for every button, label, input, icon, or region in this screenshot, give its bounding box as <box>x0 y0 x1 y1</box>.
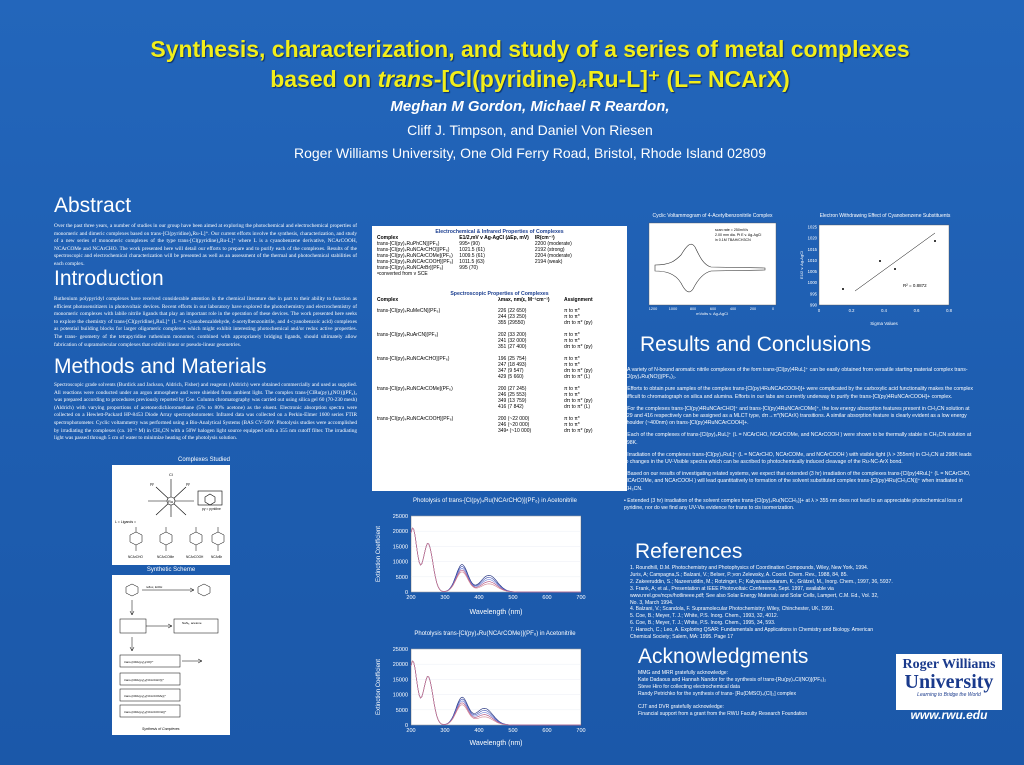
hammett-chart-svg <box>795 221 960 329</box>
references-list <box>630 565 980 641</box>
spec-header-assignment: Assignment <box>564 297 593 303</box>
cv-x-tick: 800 <box>689 307 697 311</box>
photolysis-1-title: Photolysis of trans-[Cl(py)₄Ru(NCArCHO)](PF₆) in Acetonitrile <box>413 498 577 504</box>
photolysis-2-y-tick-labels <box>393 647 408 729</box>
ack-line: Kate Dadaous and Hannah Nandor for the synthesis of trans-[Ru(py)₄Cl(NO)](PF₆)₂ <box>638 676 827 683</box>
ir-header-ir: IR(cm⁻¹) <box>534 235 555 241</box>
coauthors: Cliff J. Timpson, and Daniel Von Riesen <box>407 122 653 138</box>
synthetic-scheme-panel <box>112 575 230 735</box>
p2-y-tick: 10000 <box>392 692 408 699</box>
p2-x-tick: 300 <box>440 728 450 734</box>
methods-heading: Methods and Materials <box>54 355 267 378</box>
logo-tagline: Learning to Bridge the World <box>917 692 981 698</box>
svg-text:L = Ligands =: L = Ligands = <box>115 520 137 524</box>
p1-x-tick: 200 <box>406 595 416 601</box>
hammett-y-tick: 1005 <box>807 269 817 275</box>
title-line-1: Synthesis, characterization, and study of a series of metal complexes <box>150 36 910 62</box>
hammett-point <box>934 240 936 242</box>
table-row: trans-[Cl(py)₄RuNCArCOMe](PF₆) 200 (27 245) 246 (25 553) 349 (13 759) 416 (7 842) π to π* π to π* dπ to π* (py) dπ to π* (L) <box>377 386 593 410</box>
table-row: trans-[Cl(py)₄RuMeCN](PF₆) 226 (22 650) 244 (23 250) 355 (29550) π to π* π to π* dπ to π* (py) <box>377 308 593 326</box>
abstract-text: Over the past three years, a number of studies in our group have been aimed at exploring the photochemical and electrochemical properties of monomeric and dimeric complexes based on trans-[Cl(pyridine)₄Ru-L]⁺. Our current efforts involve the synthesis, characterization, and study of a new series of monomeric complexes of the type trans-[Cl(pyridine)₄Ru-L]⁺ where L is a cyanobenzene derivative, NCArCOOH, NCArCOMe and NCArCHO. The work presented here will detail our efforts to prepare and to purify each of the complexes. Results of the spectroscopic and electrochemical characterization will be presented as well as an assessment of the thermal and photochemical stabilities of each complex. <box>54 223 357 267</box>
spec-header-lambda: λmax, nm(ε, M⁻¹cm⁻¹) <box>498 297 550 303</box>
p1-y-tick: 25000 <box>392 514 408 520</box>
p1-x-tick: 600 <box>542 595 552 601</box>
p2-x-tick: 600 <box>542 728 552 734</box>
cv-x-tick: 0 <box>771 307 775 311</box>
svg-text:NCArCHO: NCArCHO <box>128 555 143 559</box>
svg-text:reflux, EtOH: reflux, EtOH <box>146 585 163 589</box>
svg-text:NCArCOMe: NCArCOMe <box>157 555 175 559</box>
title-line-2: based on trans-[Cl(pyridine)₄Ru-L]⁺ (L= NCArX) <box>270 66 790 92</box>
photolysis-1-x-tick-labels <box>406 595 585 601</box>
cv-x-tick: 1000 <box>668 307 678 311</box>
hammett-point <box>842 288 844 290</box>
photolysis-2-svg <box>372 641 617 756</box>
p2-y-tick: 5000 <box>395 707 408 714</box>
table-row: trans-[Cl(py)₄RuNCArCOOH](PF₆) 1011.5 (63) 2194 (weak) <box>377 259 563 265</box>
cv-x-axis-label: mVolts v. Ag-AgCl <box>696 311 728 316</box>
results-bullet: • Extended (3 hr) irradiation of the solvent complex trans-[Cl(py)₄Ru(NCCH₃)]+ at λ > 355 nm does not lead to an appreciable photochemical loss of pyridine, nor do we find any UV-Vis evidence for trans to cis isomerization. <box>624 497 963 512</box>
hammett-x-tick: 0.8 <box>946 308 952 313</box>
photolysis-2-x-tick-labels <box>406 728 585 734</box>
photolysis-2-x-axis-label: Wavelength (nm) <box>469 740 523 747</box>
cv-x-tick: 1200 <box>648 307 658 311</box>
cv-x-tick: 600 <box>709 307 717 311</box>
ack-line: Steve Hiro for collecting electrochemical data <box>638 683 740 690</box>
hammett-y-tick: 1010 <box>807 257 817 263</box>
p1-x-tick: 300 <box>440 595 450 601</box>
hammett-y-tick: 990 <box>810 302 817 308</box>
logo-line-1: Roger Williams <box>902 657 996 672</box>
p2-x-tick: 500 <box>508 728 518 734</box>
p1-y-tick: 20000 <box>392 529 408 536</box>
svg-text:NCArCOOH: NCArCOOH <box>186 555 204 559</box>
hammett-point <box>894 268 896 270</box>
svg-text:Cl: Cl <box>169 472 173 477</box>
photolysis-1-y-axis-label: Extinction Coefficient <box>376 526 382 582</box>
results-bullet: • Each of the complexes of trans-[Cl(py)₄RuL]⁺ (L = NCArCHO, NCArCOMe, and NCArCOOH ) were shown to be thermally stable in CH₃CN solution at 298K. <box>624 432 972 446</box>
results-list <box>624 367 974 517</box>
p2-y-tick: 20000 <box>392 662 408 669</box>
cv-x-tick: 400 <box>729 307 737 311</box>
table-row: trans-[Cl(py)₄RuPhCN](PF₆) 995ᵃ (90) 2200 (moderate) <box>377 241 572 247</box>
p1-x-tick: 700 <box>576 595 586 601</box>
svg-text:trans-[ClRu(py)₄NO]²⁺: trans-[ClRu(py)₄NO]²⁺ <box>124 660 154 664</box>
p1-y-tick: 10000 <box>392 559 408 566</box>
authors: Meghan M Gordon, Michael R Reardon, <box>390 98 670 115</box>
p2-y-tick: 0 <box>404 723 408 729</box>
results-bullet: • Irradiation of the complexes trans-[Cl(py)₄RuL]⁺ (L = NCArCHO, NCArCOMe, and NCArCOOH ) with visible light (λ > 355nm) in CH₃CN at 298K leads to changes in the UV-Visible spectra which can be ascribed to photochemically induced cleavage of the Ru-NC-ArX bond. <box>624 451 972 466</box>
ligand-structures-panel <box>112 517 230 565</box>
cv-chart-title: Cyclic Voltammogram of 4-Acetylbenzonitrile Complex <box>652 213 773 219</box>
ir-header-e12: E1/2,mV v Ag-AgCl (∆Ep, mV) <box>459 235 529 241</box>
reference-item: Chemical Society; Salem, MA: 1995. Page 17 <box>630 634 734 641</box>
table-row: trans-[Cl(py)₄RuNCArBr](PF₆) 995 (70) <box>377 265 478 271</box>
photolysis-1-y-tick-labels <box>393 514 408 596</box>
cv-chart-svg <box>645 221 780 316</box>
hammett-x-tick: 0.4 <box>881 308 887 313</box>
ack-line: Financial support from a grant from the RWU Faculty Research Foundation <box>638 710 808 717</box>
table-row: trans-[Cl(py)₄RuNCArCHO](PF₆) 196 (25 754) 247 (18 493) 347 (9 547) 429 (5 660) π to π* π to π* dπ to π* (py) dπ to π* (L) <box>377 356 593 380</box>
reference-item: 1. Roundhill, D.M. Photochemistry and Photophysics of Coordination Compounds, Wiley, New York, 1994. <box>630 565 869 571</box>
hammett-y-tick: 1000 <box>807 280 817 286</box>
cv-x-tick: 200 <box>749 307 757 311</box>
photolysis-2-title: Photolysis trans-[Cl(py)₄Ru(NCArCOMe)](PF₆) in Acetonitrile <box>414 631 576 637</box>
cv-legend-line-3: in 0.1M TBAH/CH3CN <box>715 238 751 242</box>
photolysis-1-x-axis-label: Wavelength (nm) <box>469 609 523 616</box>
spec-header-complex: Complex <box>377 297 399 303</box>
hammett-x-axis-label: Sigma Values <box>870 321 898 326</box>
institution: Roger Williams University, One Old Ferry Road, Bristol, Rhode Island 02809 <box>293 145 767 161</box>
svg-text:Synthesis of Complexes: Synthesis of Complexes <box>142 727 180 731</box>
cv-legend-line-2: 2.00 mm dia. Pt E v. Ag-AgCl <box>715 233 762 237</box>
svg-text:NCArBr: NCArBr <box>211 555 222 559</box>
results-bullet: • Efforts to obtain pure samples of the complex trans-[Cl(py)4RuNCArCOOH)]+ were complicated by the carboxylic acid functionality makes the complex difficult to chromatograph on silica and alumina. Efforts in our labs are currently underway to purify the trans-[Cl(py)4RuNCArCOOH]+ complex. <box>624 386 973 400</box>
cv-chart <box>645 221 780 316</box>
results-bullet: • A variety of N-bound aromatic nitrile complexes of the form trans-[Cl(py)4RuL]⁺ can be easily obtained from versatile starting material complex trans-[Cl(py)₄Ru(NO)](PF₆)₂. <box>624 367 968 381</box>
ir-header-complex: Complex <box>377 235 399 241</box>
properties-tables-panel <box>372 226 627 491</box>
hammett-x-tick: 0.2 <box>848 308 855 313</box>
introduction-text: Ruthenium polypyridyl complexes have received considerable attention in the chemical literature due in part to their ability to function as efficient photosensitizers in photovoltaic devices. Recent efforts in our laboratory have explored the photochemistry and electrochemistry of monomeric complexes with labile nitrile ligands that play an important role in the operation of these devices. The work presented here seeks to explore the chemistry of trans-[Cl(pyridine)₄RuL]⁺ (L = 4-cyanobenzaldehyde, 4-acetylbenzonitrile, and 4-cyanobenzoic acid) complexes as potential building blocks for larger oligomeric complexes which might exhibit interesting photochemical and/or redox active properties. The trans- geometry of the tetrapyridine ruthenium monomer, combined with appropriately bridging ligands, should ultimately allow fabrication of supramolecular complexes that exhibit linear or pseudo-linear geometries. <box>54 296 357 348</box>
reference-item: Juris, A; Campagna,S.; Balzani, V.; Belser, P.;von Zelewsky, A. Coord. Chem. Rev., 1988, 84, 85. <box>630 571 848 578</box>
hammett-chart <box>795 221 960 329</box>
synthetic-scheme-label: Synthetic Scheme <box>146 567 196 573</box>
p2-x-tick: 200 <box>406 728 416 734</box>
hammett-x-tick-labels <box>818 308 953 313</box>
svg-text:trans-[ClRu(py)₄(NCArCOOH)]⁺: trans-[ClRu(py)₄(NCArCOOH)]⁺ <box>124 710 167 714</box>
svg-text:py: py <box>150 482 154 486</box>
ligand-structures-diagram <box>112 517 230 565</box>
p1-y-tick: 15000 <box>392 544 408 551</box>
spec-table-title: Spectroscopic Properties of Complexes <box>450 291 549 297</box>
photolysis-2-chart <box>372 641 617 756</box>
acknowledgments-list <box>638 670 883 717</box>
p1-x-tick: 400 <box>474 595 484 601</box>
methods-text: Spectroscopic grade solvents (Burdick and Jackson, Aldrich, Fisher) and reagents (Aldrich) were obtained commercially and used as supplied. All reactions were conducted under an argon atmosphere and were shielded from ambient light. The complex trans-[ClRu(py)₄(NO)](PF₆)₂ was prepared according to procedures previously reported by Coe. Column chromatography was carried out using silica gel 60 (70-230 mesh) (Aldrich) with varying proportions of acetone:dichloromethane (5% to 80% acetone) as the eluent. Electronic absorption spectra were collected on a Hewlett-Packard HP-8453 Diode Array spectrophotometer. Infrared data was collected on a Perkin-Elmer 1600 series FTIR spectrophotometer. Cyclic voltammetry was performed using a Bio-Analytical Systems (BAS CV-50W. Photolysis studies were accomplished by irradiating the complexes (ca. 10⁻⁵ M) in CH₃CN with a 50W halogen light source equipped with a 355 nm cutoff filter. The irradiating light was passed through 5 cm of water to minimize heating of the photolysis solution. <box>54 382 357 442</box>
complexes-studied-label: Complexes Studied <box>177 457 231 463</box>
table-row: trans-[Cl(py)₄RuArCN](PF₆) 202 (33 200) 241 (32 000) 351 (27 400) π to π* π to π* dπ to π* (py) <box>377 332 593 350</box>
synthetic-scheme-diagram <box>112 575 230 735</box>
ir-table-title: Electrochemical & Infrared Properties of Complexes <box>435 229 564 235</box>
svg-text:trans-[ClRu(py)₄(NCArCOMe)]⁺: trans-[ClRu(py)₄(NCArCOMe)]⁺ <box>124 694 166 698</box>
p1-x-tick: 500 <box>508 595 518 601</box>
references-heading: References <box>635 540 743 563</box>
hammett-y-tick-labels <box>808 225 818 308</box>
rwu-url-link[interactable]: www.rwu.edu <box>910 708 988 722</box>
reference-item: 7. Hansch, C.; Leo, A. Exploring QSAR: Fundamentals and Applications in Chemistry and Biology. American <box>630 627 874 634</box>
p2-y-tick: 25000 <box>392 647 408 653</box>
hammett-y-axis-label: E1/2 v. Ag-AgCl <box>799 251 804 279</box>
hammett-y-tick: 1020 <box>807 235 817 241</box>
results-bullet: • For the complexes trans-[Cl(py)4RuNCArCHO]⁺ and trans-[Cl(py)4RuNCArCOMe]⁺, the low energy absorption features present in CH₃CN solution at 429 and 416 respectively can be assigned as a MLCT type, dπ→π*(NCArX) transitions. A similar absorption feature is clearly evident as a low energy shoulder (~400nm) on trans-[Cl(py)4RuNCArCOOH]+. <box>624 405 970 427</box>
photolysis-1-svg <box>372 508 617 618</box>
reference-item: 2. Zakeeruddin, S.; Nazeeruddin, M.; Rotzinger, F.; Kalyanasundaram, K., Grätzel, M., Inorg. Chem., 1997, 36, 5937. <box>630 578 893 585</box>
svg-text:NaN₃, acetone: NaN₃, acetone <box>182 621 202 625</box>
poster-title <box>40 34 1020 94</box>
hammett-y-tick: 995 <box>810 291 817 297</box>
results-heading: Results and Conclusions <box>640 333 872 356</box>
p2-y-tick: 15000 <box>392 677 408 684</box>
reference-item: www.nrel.gov/ncpv/hotlineee.pdf; See also Solar Energy Materials and Solar Cells, Lampert, C.M. Ed., Vol. 32, <box>630 592 879 599</box>
photolysis-2-y-axis-label: Extinction Coefficient <box>376 659 382 715</box>
hammett-x-tick: 0 <box>817 308 821 313</box>
abstract-heading: Abstract <box>54 194 132 217</box>
table-row: trans-[Cl(py)₄RuNCArCHO](PF₆) 1021.5 (61) 2192 (strong) <box>377 247 565 253</box>
p1-y-tick: 0 <box>404 590 408 596</box>
hammett-x-tick: 0.6 <box>913 308 920 313</box>
reference-item: 6. Coe, B.; Meyer, T. J.; White, P.S. Inorg. Chem., 1995, 34, 593. <box>630 620 776 627</box>
p1-y-tick: 5000 <box>395 574 408 581</box>
spec-table <box>374 297 624 434</box>
hammett-y-tick: 1015 <box>807 246 817 252</box>
introduction-heading: Introduction <box>54 267 164 290</box>
ir-table <box>374 235 575 277</box>
reference-item: 5. Coe, B.; Meyer, T. J.; White, P.S. Inorg. Chem., 1993, 32, 4012. <box>630 613 779 620</box>
table-row: trans-[Cl(py)₄RuNCArCOOH](PF₆) 200 (~22 000) 246 (~20 000) 349ᵃ (~10 000) π to π* π to π* dπ to π* (py) <box>377 416 593 434</box>
hammett-chart-title: Electron Withdrawing Effect of Cyanobenzene Substituents <box>819 213 951 219</box>
acknowledgments-heading: Acknowledgments <box>638 645 809 668</box>
logo-line-2: University <box>904 671 994 693</box>
ack-line: MMG and MRR gratefully acknowledge: <box>638 670 729 676</box>
p2-x-tick: 700 <box>576 728 586 734</box>
table-row: trans-[Cl(py)₄RuNCArCOMe](PF₆) 1009.5 (61) 2204 (moderate) <box>377 253 572 259</box>
table-footnote-row: ᵃconverted from v SCE <box>377 271 428 277</box>
cv-legend-line-1: scan rate = 250mV/s <box>715 228 749 232</box>
hammett-point <box>879 260 881 262</box>
reference-item: No. 3, March 1994. <box>630 599 674 606</box>
svg-text:py = pyridine: py = pyridine <box>202 507 221 511</box>
rwu-logo <box>896 654 1002 710</box>
hammett-y-tick: 1025 <box>807 224 817 230</box>
svg-text:trans-[ClRu(py)₄(NCArCHO)]⁺: trans-[ClRu(py)₄(NCArCHO)]⁺ <box>124 678 164 682</box>
ack-line: Randy Petrichko for the synthesis of trans- [Ru(DMSO)₄(Cl)₂] complex <box>638 690 797 697</box>
reference-item: 4. Balzani, V.; Scandola, F. Supramolecular Photochemistry; Wiley, Chinchester, UK, 1991. <box>630 606 835 613</box>
photolysis-1-chart <box>372 508 617 618</box>
ack-line: CJT and DVR gratefully acknowledge: <box>638 703 724 710</box>
p2-x-tick: 400 <box>474 728 484 734</box>
svg-text:Ru: Ru <box>168 499 174 504</box>
results-bullet: • Based on our results of investigating related systems, we expect that extended (3 hr) irradiation of the complexes trans-[Cl(py)4RuL]⁺ (L = NCArCHO, NCArCOMe, and NCArCOOH ) will lead quantitatively to formation of the solvent substituted complex trans-[Cl(py)4Ru(CH₃CN)]⁺ when irradiated in CH₃CN. <box>624 471 971 492</box>
hammett-r2-label: R² = 0.8872 <box>903 283 927 288</box>
reference-item: 3. Frank, A; et al., Presentation at IEEE Photovoltaic Conference, Sept. 1997, available via <box>630 585 834 592</box>
svg-text:py: py <box>186 482 190 486</box>
